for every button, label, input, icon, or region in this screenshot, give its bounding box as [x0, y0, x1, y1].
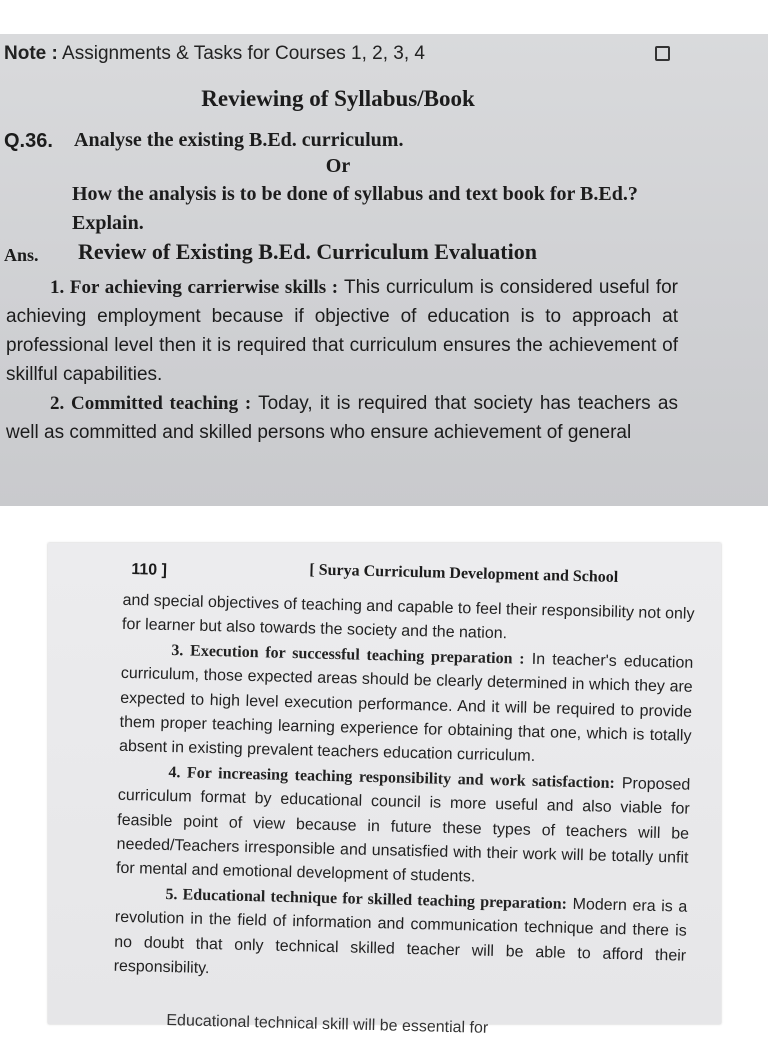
continuation-paragraph: and special objectives of teaching and capable to feel their responsibility not only for learner but also towards the society and the nation. [121, 591, 695, 643]
section-title: Reviewing of Syllabus/Book [201, 86, 475, 111]
point-text: This curriculum is considered useful for achieving employment because if objective of education is to approach at professional level then it is required that curriculum ensures the achievement of skillful capabilities. [6, 277, 678, 385]
bottom-page-photo [48, 543, 721, 1037]
answer-title: Review of Existing B.Ed. Curriculum Evaluation [78, 239, 537, 264]
question-text: Analyse the existing B.Ed. curriculum. [74, 129, 404, 151]
point-text: Modern era is a revolution in the field of information and communication technique and there is no doubt that only technical skilled teacher will be able to afford their responsibility. [113, 895, 688, 978]
point-text: Proposed curriculum format by educational council is more useful and also viable for feasible point of view because in future these types of teachers will be needed/Teachers irresponsible and unsatisfied with their work will be totally unfit for mental and emotional development of students. [115, 774, 691, 887]
running-head: [ Surya Curriculum Development and School [309, 561, 619, 586]
question-number: Q.36. [4, 130, 53, 152]
or-separator: Or [325, 155, 351, 177]
cut-off-line: Educational technical skill will be essential for [166, 1012, 489, 1037]
page-number: 110 ] [131, 561, 168, 579]
answer-label: Ans. [4, 245, 39, 265]
note-line [4, 43, 425, 65]
bottom-page-content [36, 543, 721, 1040]
point-paragraph [116, 760, 691, 896]
point-paragraph [6, 273, 678, 389]
bottom-page-body [113, 589, 694, 993]
point-heading: 3. Execution for successful teaching preparation : [171, 641, 525, 668]
point-paragraph [6, 389, 678, 447]
point-heading: 2. Committed teaching : [50, 393, 252, 414]
question-alternative: How the analysis is to be done of syllabus and text book for B.Ed.? Explain. [72, 183, 638, 234]
point-text: In teacher's education curriculum, those expected areas should be clearly determined in which they are expected to high level execution performance. And it will be required to provide them proper teaching learning experience for obtaining that one, which is totally absent in existing prevalent teachers education curriculum. [118, 650, 694, 766]
note-text: Assignments & Tasks for Courses 1, 2, 3, 4 [57, 43, 425, 64]
point-text: Today, it is required that society has teachers as well as committed and skilled persons who ensure achievement of general [6, 393, 678, 443]
point-paragraph [113, 882, 687, 994]
point-heading: 1. For achieving carrierwise skills : [50, 277, 339, 298]
note-label: Note : [4, 43, 58, 64]
point-paragraph [119, 638, 694, 774]
top-page-photo [0, 34, 768, 506]
point-heading: 4. For increasing teaching responsibility and work satisfaction: [168, 763, 616, 792]
answer-body [6, 273, 678, 447]
point-heading: 5. Educational technique for skilled teaching preparation: [165, 885, 568, 913]
checkbox-square-icon [655, 46, 670, 61]
